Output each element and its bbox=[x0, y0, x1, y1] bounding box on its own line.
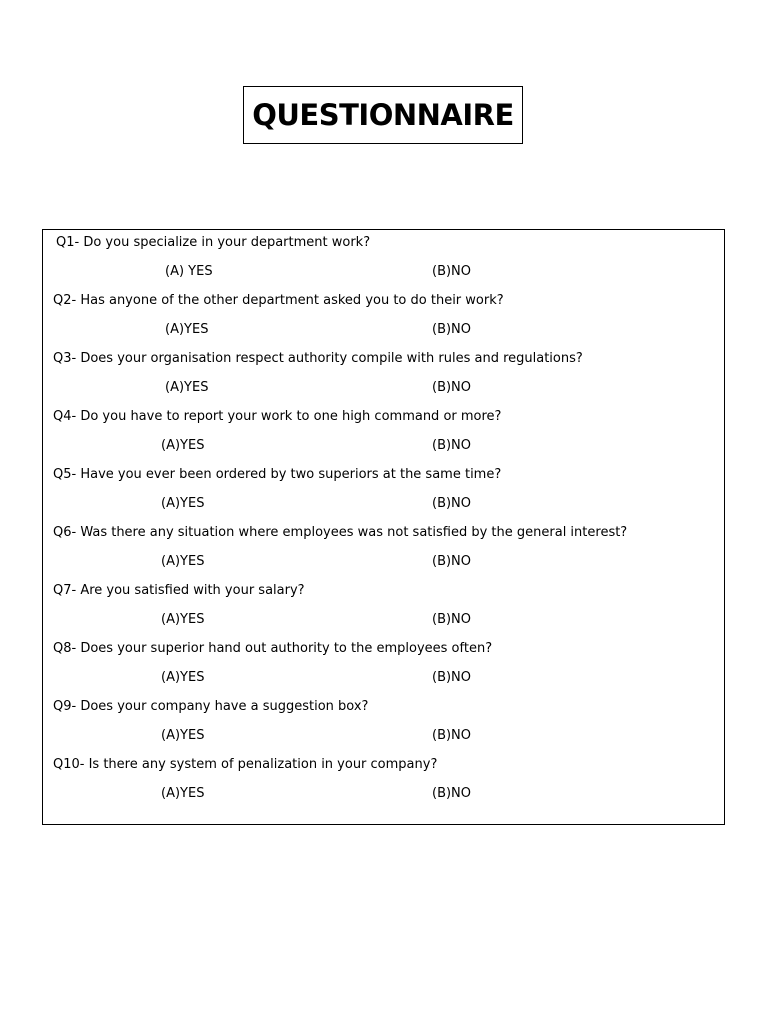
question-8 bbox=[43, 636, 724, 694]
question-5 bbox=[43, 462, 724, 520]
option-no[interactable]: (B)NO bbox=[432, 612, 472, 627]
option-yes[interactable]: (A)YES bbox=[161, 554, 205, 569]
question-2 bbox=[43, 288, 724, 346]
document-title: QUESTIONNAIRE bbox=[252, 98, 514, 132]
question-text: Q7- Are you satisfied with your salary? bbox=[53, 583, 305, 598]
question-text: Q10- Is there any system of penalization in your company? bbox=[53, 757, 438, 772]
question-text: Q9- Does your company have a suggestion box? bbox=[53, 699, 369, 714]
option-yes[interactable]: (A)YES bbox=[161, 438, 205, 453]
option-no[interactable]: (B)NO bbox=[432, 496, 472, 511]
question-4 bbox=[43, 404, 724, 462]
question-1 bbox=[43, 230, 724, 288]
questions-box bbox=[42, 229, 725, 825]
question-9 bbox=[43, 694, 724, 752]
question-text: Q1- Do you specialize in your department work? bbox=[56, 235, 371, 250]
question-text: Q2- Has anyone of the other department asked you to do their work? bbox=[53, 293, 504, 308]
question-text: Q8- Does your superior hand out authority to the employees often? bbox=[53, 641, 493, 656]
option-no[interactable]: (B)NO bbox=[432, 322, 472, 337]
option-no[interactable]: (B)NO bbox=[432, 786, 472, 801]
question-6 bbox=[43, 520, 724, 578]
question-text: Q6- Was there any situation where employees was not satisfied by the general interest? bbox=[53, 525, 628, 540]
question-7 bbox=[43, 578, 724, 636]
option-no[interactable]: (B)NO bbox=[432, 554, 472, 569]
option-yes[interactable]: (A)YES bbox=[165, 322, 209, 337]
question-3 bbox=[43, 346, 724, 404]
option-yes[interactable]: (A)YES bbox=[161, 786, 205, 801]
question-text: Q4- Do you have to report your work to one high command or more? bbox=[53, 409, 502, 424]
question-text: Q5- Have you ever been ordered by two superiors at the same time? bbox=[53, 467, 502, 482]
option-no[interactable]: (B)NO bbox=[432, 380, 472, 395]
option-no[interactable]: (B)NO bbox=[432, 264, 472, 279]
option-yes[interactable]: (A)YES bbox=[161, 670, 205, 685]
option-no[interactable]: (B)NO bbox=[432, 670, 472, 685]
option-yes[interactable]: (A)YES bbox=[161, 496, 205, 511]
option-yes[interactable]: (A)YES bbox=[161, 728, 205, 743]
option-no[interactable]: (B)NO bbox=[432, 438, 472, 453]
option-yes[interactable]: (A)YES bbox=[161, 612, 205, 627]
question-10 bbox=[43, 752, 724, 810]
option-yes[interactable]: (A) YES bbox=[165, 264, 213, 279]
option-yes[interactable]: (A)YES bbox=[165, 380, 209, 395]
question-text: Q3- Does your organisation respect authority compile with rules and regulations? bbox=[53, 351, 583, 366]
title-box bbox=[243, 86, 523, 144]
option-no[interactable]: (B)NO bbox=[432, 728, 472, 743]
